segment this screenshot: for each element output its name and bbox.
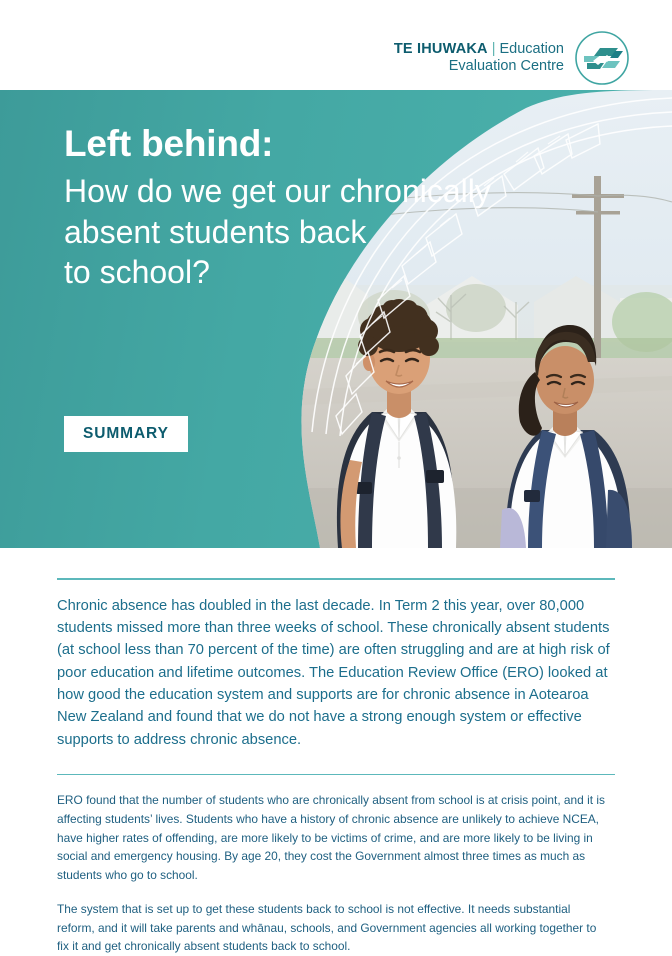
report-subtitle-line-1: How do we get our chronically bbox=[64, 172, 491, 209]
divider-middle bbox=[57, 774, 615, 776]
logo-text-block bbox=[394, 41, 564, 75]
body-paragraph-1: ERO found that the number of students who are chronically absent from school is at crisis point, and it is affecting students’ lives. Students who have a history of chronic absence are unlikely to achieve NCEA, have higher rates of offending, are more likely to be victims of crime, and are more likely to be living in social and emergency housing. By age 20, they cost the Government almost three times as much as students who go to school. bbox=[57, 793, 605, 882]
logo-line-1 bbox=[394, 41, 564, 58]
lead-paragraph: Chronic absence has doubled in the last decade. In Term 2 this year, over 80,000 students missed more than three weeks of school. These chronically absent students (at school less than 70 percent of the time) are often struggling and are at high risk of poor education and lifetime outcomes. The Education Review Office (ERO) looked at how good the education system and supports are for chronic absence in Aotearoa New Zealand and found that we do not have a strong enough system or effective supports to address chronic absence. bbox=[57, 597, 610, 748]
logo-separator: | bbox=[491, 40, 496, 57]
hero-title-block bbox=[64, 123, 624, 293]
logo-english-line-1: Education bbox=[499, 40, 564, 57]
report-subtitle-line-3: to school? bbox=[64, 254, 210, 291]
summary-badge: SUMMARY bbox=[64, 416, 188, 452]
report-subtitle bbox=[64, 171, 624, 294]
body-content bbox=[0, 548, 672, 954]
logo-english-line-2: Evaluation Centre bbox=[448, 58, 564, 74]
logo-maori-name: TE IHUWAKA bbox=[393, 40, 488, 57]
page-header bbox=[0, 0, 672, 90]
hero-banner bbox=[0, 90, 672, 548]
divider-top bbox=[57, 578, 615, 580]
report-subtitle-line-2: absent students back bbox=[64, 213, 367, 250]
report-title-main: Left behind: bbox=[64, 123, 274, 164]
ero-chevron-circle-logo-icon bbox=[574, 30, 630, 86]
body-paragraph-2: The system that is set up to get these students back to school is not effective. It needs substantial reform, and it will take parents and whānau, schools, and Government agencies all working together to fix it and get chronically absent students back to school. bbox=[57, 902, 597, 954]
ero-logo bbox=[394, 30, 630, 86]
